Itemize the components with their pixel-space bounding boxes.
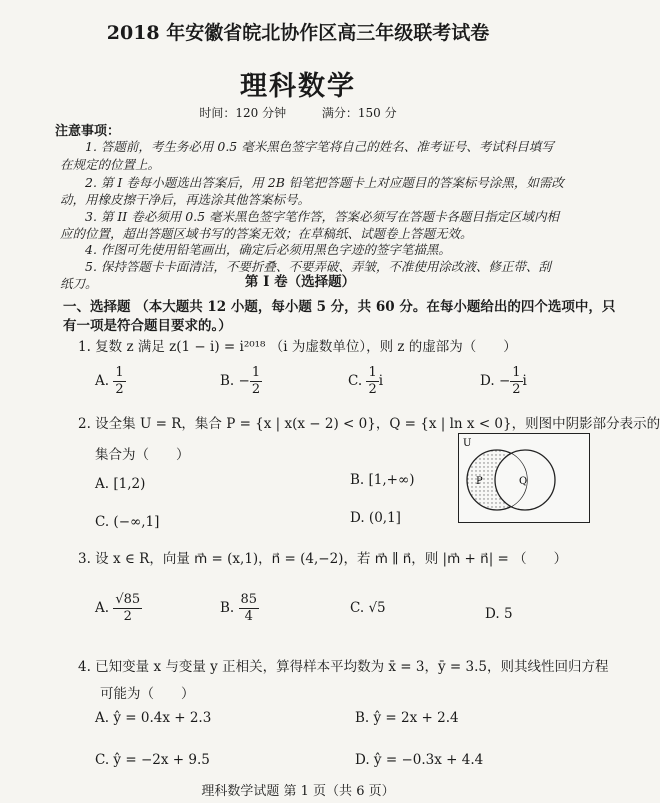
question-4-option-d: D. ŷ = −0.3x + 4.4 [355,752,484,768]
venn-svg [459,434,589,522]
question-2-option-b: B. [1,+∞) [350,472,415,488]
question-4-option-c: C. ŷ = −2x + 9.5 [95,752,210,768]
question-4-stem: 4. 已知变量 x 与变量 y 正相关，算得样本平均数为 x̄ = 3，ȳ = 3.5，则其线性回归方程 [78,659,609,675]
question-1-option-a: A. $\frac{1}{2}$ [95,365,124,397]
venn-diagram [458,433,590,523]
question-4-option-b: B. ŷ = 2x + 2.4 [355,710,459,726]
time-limit: 时间：120 分钟 [199,106,287,120]
question-1-option-c: C. $\frac{1}{2}$ i [348,365,384,397]
question-1-stem: 1. 复数 z 满足 z(1 − i) = i²⁰¹⁸ （i 为虚数单位），则 z 的虚部为（ ） [78,339,517,355]
fraction: $\frac{1}{2}$ [115,365,124,397]
section-intro: 一、选择题 （本大题共 12 小题，每小题 5 分，共 60 分。在每小题给出的四个选项中，只 [63,299,616,315]
notice-line: 在规定的位置上。 [60,157,161,172]
question-2-option-a: A. [1,2) [95,476,146,492]
notice-line: 3. 第 II 卷必须用 0.5 毫米黑色签字笔作答，答案必须写在答题卡各题目指定区域内相 [85,209,560,224]
question-2-stem-cont: 集合为（ ） [95,447,190,463]
question-3-stem: 3. 设 x ∈ R，向量 m⃗ = (x,1)，n⃗ = (4,−2)，若 m⃗ ∥ n⃗，则 |m⃗ + n⃗| = （ ） [78,551,568,567]
notice-line: 动，用橡皮擦干净后，再选涂其他答案标号。 [60,192,311,207]
notice-line: 2. 第 I 卷每小题选出答案后，用 2B 铅笔把答题卡上对应题目的答案标号涂黑，如需改 [85,175,564,190]
question-2-option-c: C. (−∞,1] [95,514,160,530]
question-4-option-a: A. ŷ = 0.4x + 2.3 [95,710,212,726]
page-footer: 理科数学试题 第 1 页（共 6 页） [201,784,395,799]
notice-line: 1. 答题前，考生务必用 0.5 毫米黑色签字笔将自己的姓名、准考证号、考试科目填写 [85,139,554,154]
question-3-option-b: B. $\frac{85}{4}$ [220,592,258,624]
set-q-label: Q [519,476,528,487]
notice-line: 4. 作图可先使用铅笔画出，确定后必须用黑色字迹的签字笔描黑。 [85,242,451,257]
exam-title: 2018 年安徽省皖北协作区高三年级联考试卷 [106,22,490,44]
notice-line: 纸刀。 [60,276,98,291]
fraction: $\frac{1}{2}$ [251,365,261,397]
fraction: $\frac{√85}{2}$ [115,592,141,624]
question-3-option-d: D. 5 [485,606,513,622]
question-2-stem: 2. 设全集 U = R，集合 P = {x | x(x − 2) < 0}，Q = {x | ln x < 0}，则图中阴影部分表示的 [78,416,660,432]
exam-meta [0,104,596,121]
section-title: 第 I 卷（选择题） [244,274,356,290]
full-score: 满分：150 分 [321,106,397,120]
question-3-option-c: C. √5 [350,600,386,616]
question-2-option-d: D. (0,1] [350,510,401,526]
question-1-option-d: D. − $\frac{1}{2}$ i [480,365,527,397]
set-p-label: P [476,476,483,487]
notice-line: 5. 保持答题卡卡面清洁，不要折叠、不要弄破、弄皱，不准使用涂改液、修正带、刮 [85,259,551,274]
notice-line: 应的位置，超出答题区域书写的答案无效；在草稿纸、试题卷上答题无效。 [60,226,473,241]
fraction: $\frac{85}{4}$ [240,592,258,624]
section-intro: 有一项是符合题目要求的。） [63,318,232,334]
set-u-label: U [463,438,472,449]
fraction: $\frac{1}{2}$ [368,365,377,397]
question-4-stem-cont: 可能为（ ） [100,686,195,702]
subject-title: 理科数学 [240,71,356,102]
notice-heading: 注意事项： [55,124,121,139]
question-1-option-b: B. − $\frac{1}{2}$ [220,365,261,397]
fraction: $\frac{1}{2}$ [512,365,521,397]
question-3-option-a: A. $\frac{√85}{2}$ [95,592,141,624]
